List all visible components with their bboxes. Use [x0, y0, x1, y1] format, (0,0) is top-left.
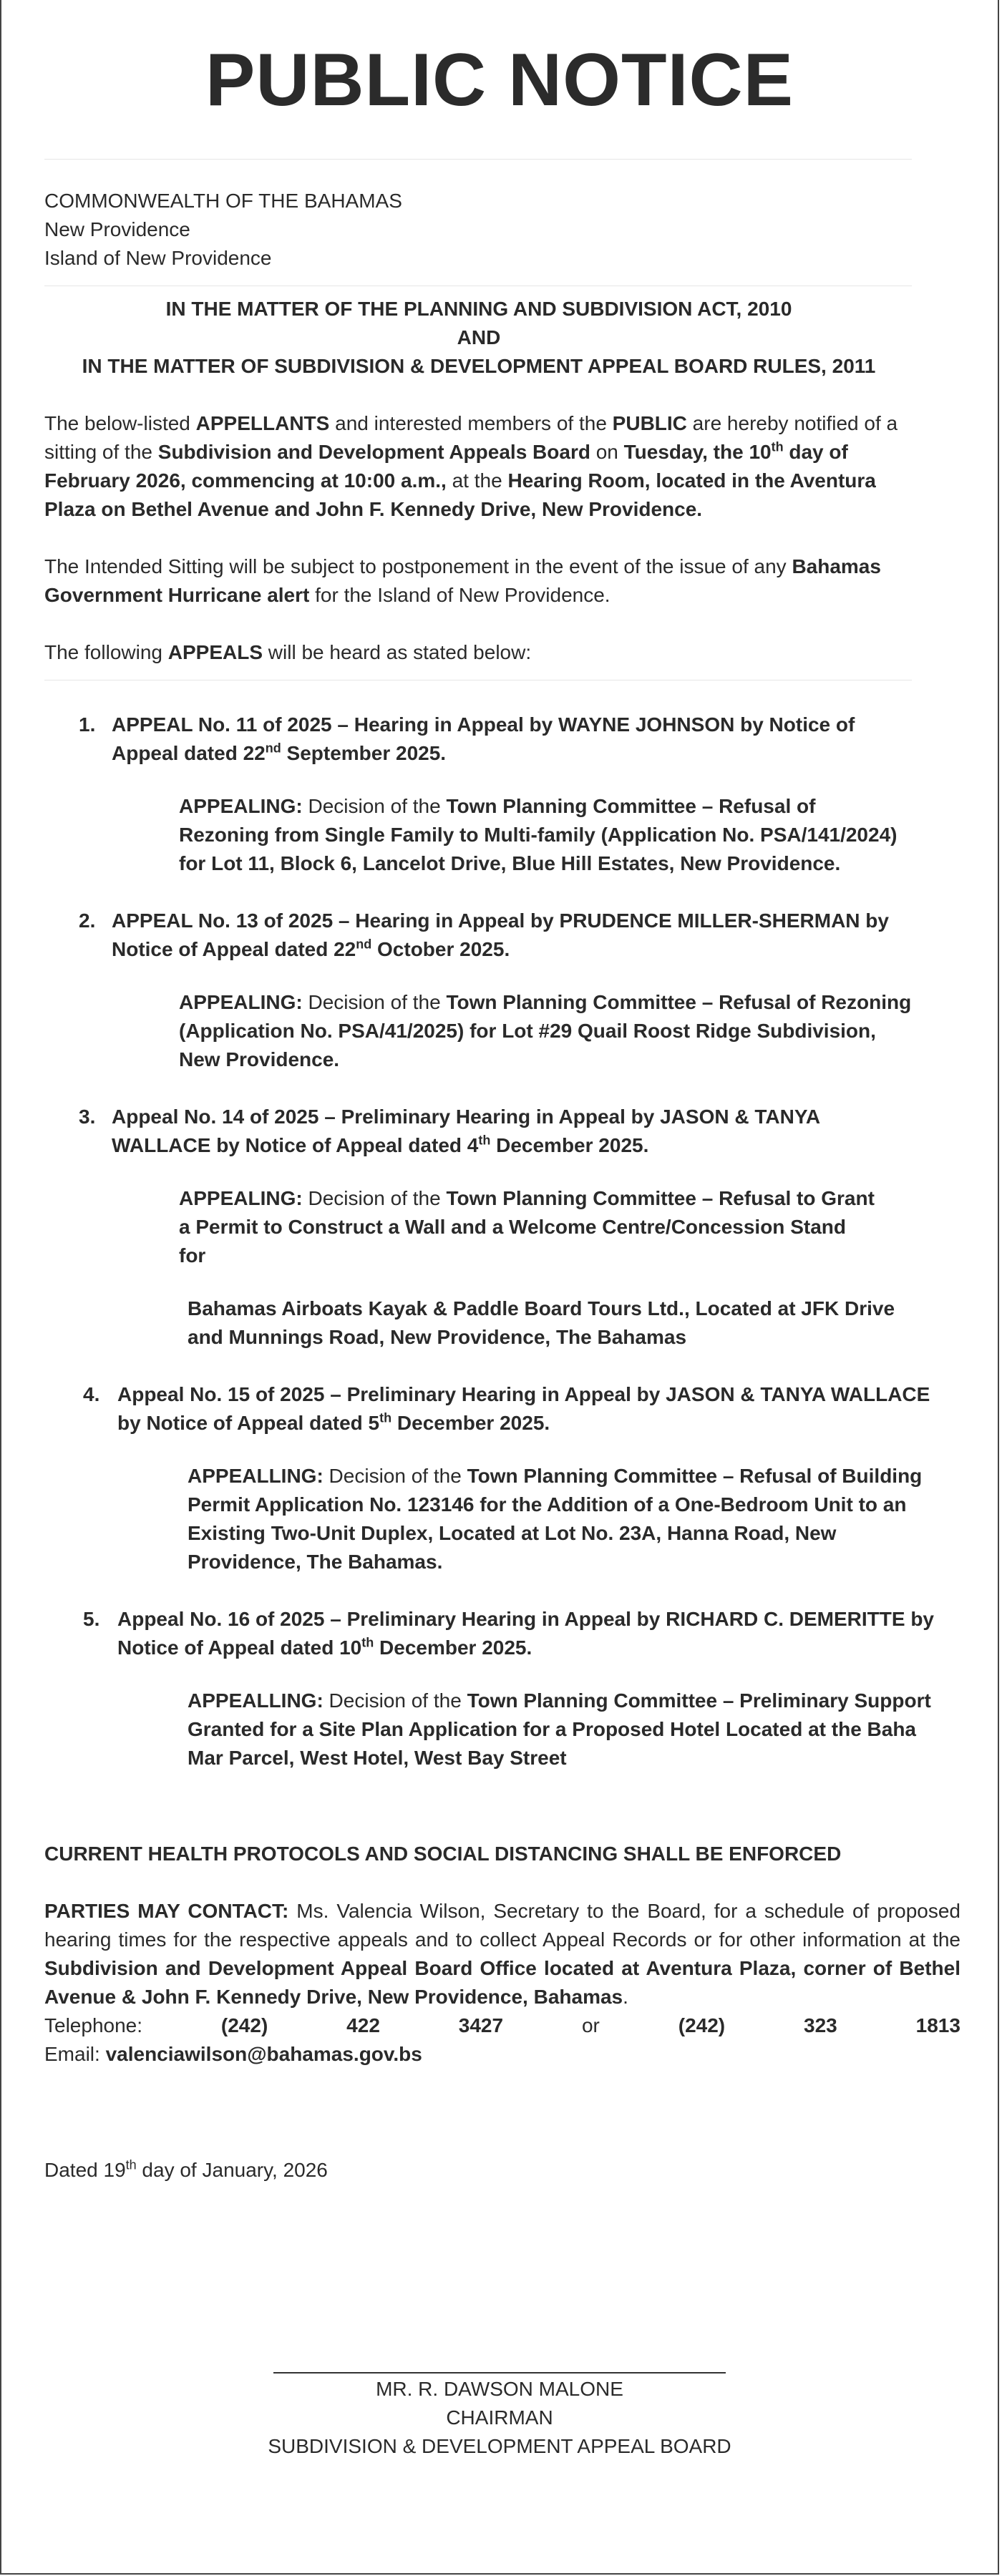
email-line — [44, 2040, 913, 2069]
appeal-description — [188, 1687, 945, 1772]
contact-office: Subdivision and Development Appeal Board Office located at Aventura Plaza, corner of Bethel Avenue & John F. Kennedy Drive, New Providence, Bahamas — [44, 1957, 960, 2008]
appeal-number: 2. — [79, 909, 96, 932]
appeal-item — [83, 1380, 939, 1438]
appeal-description — [179, 988, 913, 1074]
signature-line — [273, 2372, 726, 2373]
matter-act: IN THE MATTER OF THE PLANNING AND SUBDIVISION ACT, 2010 — [165, 298, 792, 320]
appeal-item — [83, 1605, 939, 1662]
postponement-paragraph — [44, 552, 913, 610]
intro-text: at the — [446, 469, 508, 492]
appeal-description-continued — [188, 1294, 898, 1352]
intro-text: and interested members of the — [329, 412, 613, 434]
appeal-item — [79, 711, 906, 768]
appeal-description — [188, 1462, 932, 1576]
contact-paragraph — [44, 1897, 960, 2011]
appeal-number: 4. — [83, 1383, 100, 1405]
email-address[interactable]: valenciawilson@bahamas.gov.bs — [105, 2043, 422, 2065]
telephone-line — [44, 2011, 960, 2040]
appeal-heading: October 2025. — [371, 938, 510, 960]
appeal-description — [179, 1184, 876, 1270]
contact-text: Ms. Valencia Wilson, Secretary to the Board, for a schedule of proposed hearing times for the respective appeals and to collect Appeal Records or for other information at the — [44, 1900, 961, 1951]
appeal-heading: APPEAL No. 11 of 2025 – Hearing in Appeal by WAYNE JOHNSON by Notice of Appeal dated 22 — [112, 713, 855, 764]
following-appeals: APPEALS — [167, 641, 263, 663]
email-label: Email: — [44, 2043, 106, 2065]
intro-public: PUBLIC — [612, 412, 687, 434]
phone-area-code: (242) — [220, 2014, 268, 2036]
appeal-decision: Town Planning Committee – Preliminary Support Granted for a Site Plan Application for a Proposed Hotel Located at the Baha Mar Parcel, West Hotel, West Bay Street — [188, 1689, 931, 1769]
health-protocols-notice: CURRENT HEALTH PROTOCOLS AND SOCIAL DISTANCING SHALL BE ENFORCED — [44, 1843, 842, 1865]
appeal-desc-text: Decision of the — [302, 795, 447, 817]
appeal-desc-text: Decision of the — [323, 1689, 467, 1712]
phone-part: 3427 — [458, 2014, 504, 2036]
intro-text: The below-listed — [44, 412, 196, 434]
appealing-label: APPEALING: — [179, 1187, 303, 1209]
following-text: will be heard as stated below: — [263, 641, 532, 663]
appeal-heading: December 2025. — [391, 1412, 550, 1434]
appeal-decision: Town Planning Committee – Refusal to Grant a Permit to Construct a Wall and a Welcome Centre/Concession Stand for — [179, 1187, 875, 1267]
divider — [44, 159, 912, 160]
following-paragraph — [44, 638, 913, 667]
appeal-number: 5. — [83, 1608, 100, 1630]
matter-and: AND — [457, 326, 501, 348]
intro-appellants: APPELLANTS — [195, 412, 330, 434]
intro-paragraph — [44, 409, 913, 524]
intro-date-text: Tuesday, the 10 — [623, 441, 772, 463]
appeal-date-suffix: nd — [265, 741, 281, 756]
dated-text: day of January, 2026 — [136, 2159, 328, 2181]
appealing-label: APPEALLING: — [188, 1465, 324, 1487]
appeal-description — [179, 792, 905, 878]
appeal-item — [79, 907, 926, 964]
appeal-heading: Appeal No. 14 of 2025 – Preliminary Hearing in Appeal by JASON & TANYA WALLACE by Notice of Appeal dated 4 — [112, 1106, 820, 1156]
phone-or: or — [581, 2014, 600, 2036]
jurisdiction-district: New Providence — [44, 218, 190, 240]
appeal-number: 1. — [79, 713, 96, 736]
dated-text: Dated 19 — [44, 2159, 126, 2181]
dated-suffix: th — [125, 2157, 137, 2172]
appeal-date-suffix: nd — [356, 937, 372, 952]
jurisdiction — [44, 187, 913, 273]
appeal-decision: Town Planning Committee – Refusal of Rezoning (Application No. PSA/41/2025) for Lot #29 Quail Roost Ridge Subdivision, New Providence. — [179, 991, 912, 1070]
signatory-organization: SUBDIVISION & DEVELOPMENT APPEAL BOARD — [268, 2435, 731, 2457]
appeal-number: 3. — [79, 1106, 96, 1128]
intro-text: are hereby notified of a sitting of the — [44, 412, 898, 463]
appeal-decision: Town Planning Committee – Refusal of Building Permit Application No. 123146 for the Addition of a One-Bedroom Unit to an Existing Two-Unit Duplex, Located at Lot No. 23A, Hanna Road, New Providence, The Bahamas. — [188, 1465, 923, 1573]
appeal-desc-text: Decision of the — [302, 1187, 447, 1209]
postponement-text: The Intended Sitting will be subject to postponement in the event of the issue of any — [44, 555, 792, 577]
intro-date-text: day of February 2026, commencing at 10:00 a.m., — [44, 441, 848, 492]
intro-text: on — [590, 441, 624, 463]
contact-text: . — [623, 1986, 628, 2008]
matter-heading — [44, 295, 913, 381]
telephone-label: Telephone: — [44, 2014, 143, 2036]
appeal-heading: September 2025. — [281, 742, 447, 764]
phone-part: 422 — [346, 2014, 380, 2036]
intro-date-suffix: th — [771, 439, 784, 454]
phone-part: 323 — [804, 2014, 837, 2036]
following-text: The following — [44, 641, 168, 663]
dated-line — [44, 2156, 913, 2185]
page-title: PUBLIC NOTICE — [205, 39, 794, 122]
phone-part: 1813 — [915, 2014, 960, 2036]
jurisdiction-country: COMMONWEALTH OF THE BAHAMAS — [44, 190, 402, 212]
appeal-heading: APPEAL No. 13 of 2025 – Hearing in Appeal by PRUDENCE MILLER-SHERMAN by Notice of Appeal dated 22 — [112, 909, 889, 960]
appealing-label: APPEALING: — [179, 795, 303, 817]
appeal-item — [79, 1103, 905, 1160]
signatory-name: MR. R. DAWSON MALONE — [376, 2378, 623, 2400]
hurricane-alert: Bahamas Government Hurricane alert — [44, 555, 881, 606]
appeal-heading: Appeal No. 15 of 2025 – Preliminary Hearing in Appeal by JASON & TANYA WALLACE by Notice of Appeal dated 5 — [117, 1383, 930, 1434]
postponement-text: for the Island of New Providence. — [309, 584, 611, 606]
jurisdiction-island: Island of New Providence — [44, 247, 272, 269]
appeal-decision: Town Planning Committee – Refusal of Rezoning from Single Family to Multi-family (Application No. PSA/141/2024) for Lot 11, Block 6, Lancelot Drive, Blue Hill Estates, New Providence. — [179, 795, 898, 874]
appeal-date-suffix: th — [361, 1635, 374, 1650]
appeal-heading: December 2025. — [374, 1636, 532, 1659]
matter-rules: IN THE MATTER OF SUBDIVISION & DEVELOPMENT APPEAL BOARD RULES, 2011 — [82, 355, 876, 377]
intro-board: Subdivision and Development Appeals Board — [157, 441, 590, 463]
appeal-date-suffix: th — [379, 1410, 392, 1425]
contact-label: PARTIES MAY CONTACT: — [44, 1900, 289, 1922]
appealing-label: APPEALLING: — [188, 1689, 324, 1712]
appealing-label: APPEALING: — [179, 991, 303, 1013]
appeal-heading: Appeal No. 16 of 2025 – Preliminary Hearing in Appeal by RICHARD C. DEMERITTE by Notice of Appeal dated 10 — [117, 1608, 934, 1659]
intro-venue: Hearing Room, located in the Aventura Plaza on Bethel Avenue and John F. Kennedy Drive, New Providence. — [44, 469, 876, 520]
appeal-decision: Bahamas Airboats Kayak & Paddle Board Tours Ltd., Located at JFK Drive and Munnings Road, New Providence, The Bahamas — [188, 1297, 895, 1348]
phone-area-code: (242) — [678, 2014, 726, 2036]
signature-block — [1, 2372, 998, 2461]
signatory-role: CHAIRMAN — [446, 2406, 553, 2429]
appeal-heading: December 2025. — [490, 1134, 649, 1156]
appeal-desc-text: Decision of the — [302, 991, 447, 1013]
appeal-desc-text: Decision of the — [323, 1465, 467, 1487]
appeal-date-suffix: th — [478, 1133, 491, 1148]
